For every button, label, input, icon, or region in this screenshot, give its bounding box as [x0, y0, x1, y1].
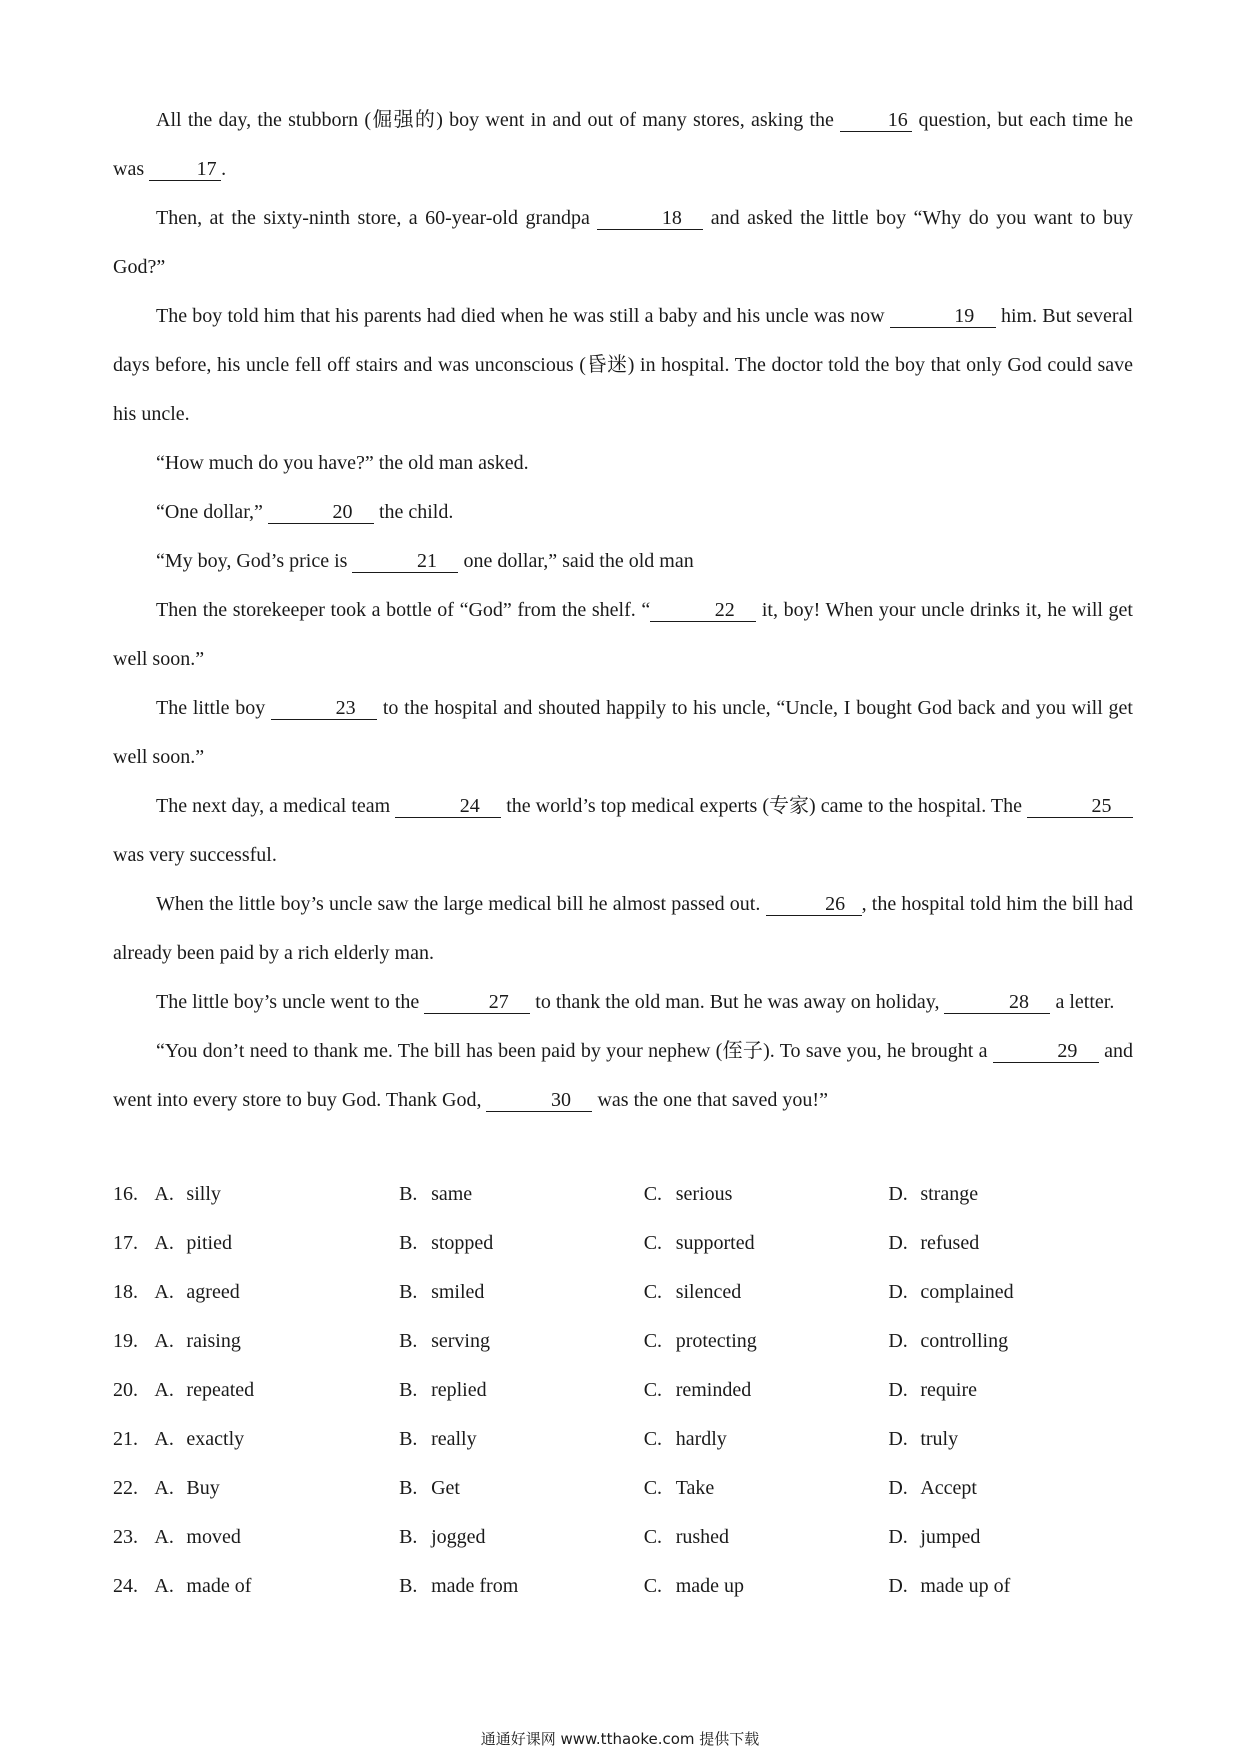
blank-23: 23	[271, 697, 377, 720]
option-row	[113, 1219, 1133, 1268]
blank-25: 25	[1027, 795, 1133, 818]
option-row	[113, 1415, 1133, 1464]
choice-a	[154, 1428, 399, 1451]
choice-a	[154, 1232, 399, 1255]
choice-b	[399, 1428, 644, 1451]
text: “You don’t need to thank me. The bill has been paid by your nephew (侄子). To save you, he brought a	[156, 1040, 993, 1062]
text: was very successful.	[113, 844, 277, 866]
choice-letter: A.	[154, 1281, 174, 1303]
text: and went into every store to buy God. Thank God,	[113, 1040, 1133, 1111]
choice-text: silenced	[675, 1281, 742, 1303]
blank-22: 22	[650, 599, 756, 622]
choice-d	[888, 1575, 1133, 1598]
choice-a	[154, 1330, 399, 1353]
choice-text: Accept	[920, 1477, 977, 1499]
choice-text: Get	[431, 1477, 460, 1499]
choice-c	[644, 1281, 889, 1304]
choice-d	[888, 1477, 1133, 1500]
option-row	[113, 1366, 1133, 1415]
text: Then, at the sixty-ninth store, a 60-year-old grandpa	[156, 207, 598, 229]
choice-d	[888, 1428, 1133, 1451]
choice-text: replied	[431, 1379, 487, 1401]
choice-text: pitied	[186, 1232, 232, 1254]
blank-17: 17	[149, 158, 221, 181]
blank-24: 24	[395, 795, 501, 818]
choice-letter: A.	[154, 1330, 174, 1352]
blank-19: 19	[890, 305, 996, 328]
choice-letter: B.	[399, 1183, 418, 1205]
choice-letter: D.	[888, 1330, 908, 1352]
text: a letter.	[1050, 991, 1115, 1013]
choice-b	[399, 1575, 644, 1598]
text: the world’s top medical experts (专家) came to the hospital. The	[501, 795, 1027, 817]
choice-text: rushed	[675, 1526, 730, 1548]
choice-letter: C.	[643, 1477, 663, 1499]
choice-text: made of	[186, 1575, 252, 1597]
choice-b	[399, 1232, 644, 1255]
choice-d	[888, 1330, 1133, 1353]
question-number: 18.	[113, 1281, 138, 1303]
question-number: 19.	[113, 1330, 138, 1352]
choice-letter: A.	[154, 1379, 174, 1401]
text: “My boy, God’s price is	[156, 550, 353, 572]
footer-watermark: 通通好课网 www.tthaoke.com 提供下载	[480, 1730, 760, 1748]
choice-text: supported	[675, 1232, 755, 1254]
choice-text: made from	[431, 1575, 519, 1597]
text: him. But several days before, his uncle fell off stairs and was unconscious (昏迷) in hospital. The doctor told the boy that only God could save his uncle.	[113, 305, 1134, 425]
text: it, boy! When your uncle drinks it, he will get well soon.”	[113, 599, 1133, 670]
choice-b	[399, 1281, 644, 1304]
choice-text: jogged	[431, 1526, 486, 1548]
choice-letter: D.	[888, 1575, 908, 1597]
choice-text: protecting	[675, 1330, 757, 1352]
choice-letter: A.	[154, 1232, 174, 1254]
choice-text: reminded	[675, 1379, 752, 1401]
choice-text: Take	[675, 1477, 715, 1499]
option-row	[113, 1562, 1133, 1611]
text: When the little boy’s uncle saw the large medical bill he almost passed out.	[156, 893, 766, 915]
choice-b	[399, 1379, 644, 1402]
text: “How much do you have?” the old man asked.	[156, 452, 529, 474]
choice-letter: D.	[888, 1183, 908, 1205]
choice-text: silly	[186, 1183, 221, 1205]
choice-d	[888, 1232, 1133, 1255]
choice-text: exactly	[186, 1428, 245, 1450]
choice-a	[154, 1526, 399, 1549]
choice-c	[644, 1379, 889, 1402]
paragraph-12	[113, 1027, 1133, 1125]
question-number: 21.	[113, 1428, 138, 1450]
choice-c	[644, 1428, 889, 1451]
choice-c	[644, 1183, 889, 1206]
text: one dollar,” said the old man	[458, 550, 694, 572]
choice-letter: D.	[888, 1281, 908, 1303]
blank-28: 28	[944, 991, 1050, 1014]
choice-b	[399, 1330, 644, 1353]
choice-text: Buy	[186, 1477, 220, 1499]
option-row	[113, 1513, 1133, 1562]
paragraph-5	[113, 488, 1133, 537]
choice-c	[644, 1575, 889, 1598]
choice-text: stopped	[431, 1232, 494, 1254]
choice-text: same	[431, 1183, 473, 1205]
choice-a	[154, 1477, 399, 1500]
paragraph-11	[113, 978, 1133, 1027]
paragraph-1	[113, 96, 1133, 194]
choice-c	[644, 1232, 889, 1255]
text: The next day, a medical team	[156, 795, 396, 817]
choice-d	[888, 1526, 1133, 1549]
paragraph-3	[113, 292, 1133, 439]
option-row	[113, 1464, 1133, 1513]
text: to the hospital and shouted happily to his uncle, “Uncle, I bought God back and you will get well soon.”	[113, 697, 1133, 768]
blank-30: 30	[486, 1089, 592, 1112]
text: question, but each time he was	[113, 109, 1134, 180]
choice-letter: A.	[154, 1183, 174, 1205]
option-row	[113, 1268, 1133, 1317]
paragraph-10	[113, 880, 1133, 978]
choice-text: moved	[186, 1526, 241, 1548]
choice-b	[399, 1526, 644, 1549]
choice-text: raising	[186, 1330, 241, 1352]
text: .	[221, 158, 227, 180]
choice-letter: A.	[154, 1477, 174, 1499]
blank-16: 16	[840, 109, 912, 132]
blank-21: 21	[352, 550, 458, 573]
text: The boy told him that his parents had died when he was still a baby and his uncle was now	[156, 305, 890, 327]
cloze-passage	[113, 96, 1133, 1125]
choice-text: truly	[920, 1428, 959, 1450]
choice-letter: D.	[888, 1379, 908, 1401]
choice-text: strange	[920, 1183, 979, 1205]
choice-letter: B.	[399, 1477, 418, 1499]
choice-letter: C.	[643, 1330, 663, 1352]
choice-text: made up of	[920, 1575, 1011, 1597]
blank-29: 29	[993, 1040, 1099, 1063]
paragraph-9	[113, 782, 1133, 880]
choice-c	[644, 1526, 889, 1549]
choice-b	[399, 1183, 644, 1206]
paragraph-2	[113, 194, 1133, 292]
choice-d	[888, 1183, 1133, 1206]
text: was the one that saved you!”	[592, 1089, 828, 1111]
choice-letter: B.	[399, 1281, 418, 1303]
text: All the day, the stubborn (倔强的) boy went in and out of many stores, asking the	[156, 109, 841, 131]
choice-text: refused	[920, 1232, 980, 1254]
choice-text: repeated	[186, 1379, 255, 1401]
choice-letter: C.	[643, 1281, 663, 1303]
choice-letter: A.	[154, 1575, 174, 1597]
paragraph-4	[113, 439, 1133, 488]
text: Then the storekeeper took a bottle of “God” from the shelf. “	[156, 599, 651, 621]
text: The little boy	[156, 697, 272, 719]
choice-letter: A.	[154, 1428, 174, 1450]
choice-letter: C.	[643, 1526, 663, 1548]
text: , the hospital told him the bill had already been paid by a rich elderly man.	[113, 893, 1133, 964]
choice-letter: C.	[643, 1575, 663, 1597]
choice-text: smiled	[431, 1281, 485, 1303]
choice-text: require	[920, 1379, 977, 1401]
text: and asked the little boy “Why do you want to buy God?”	[113, 207, 1133, 278]
choice-b	[399, 1477, 644, 1500]
choice-a	[154, 1379, 399, 1402]
choice-text: serving	[431, 1330, 490, 1352]
choice-letter: C.	[643, 1428, 663, 1450]
blank-20: 20	[268, 501, 374, 524]
question-number: 22.	[113, 1477, 138, 1499]
text: The little boy’s uncle went to the	[156, 991, 425, 1013]
text: “One dollar,”	[156, 501, 268, 523]
paragraph-7	[113, 586, 1133, 684]
choice-a	[154, 1183, 399, 1206]
question-number: 20.	[113, 1379, 138, 1401]
text: the child.	[373, 501, 454, 523]
choice-letter: D.	[888, 1477, 908, 1499]
blank-18: 18	[597, 207, 703, 230]
choice-text: agreed	[186, 1281, 240, 1303]
choice-letter: D.	[888, 1232, 908, 1254]
choice-text: made up	[675, 1575, 745, 1597]
choice-text: complained	[920, 1281, 1014, 1303]
answer-options	[113, 1170, 1133, 1611]
choice-text: jumped	[920, 1526, 981, 1548]
question-number: 16.	[113, 1183, 138, 1205]
choice-a	[154, 1281, 399, 1304]
choice-c	[644, 1477, 889, 1500]
choice-text: controlling	[920, 1330, 1009, 1352]
choice-letter: C.	[643, 1183, 663, 1205]
choice-letter: D.	[888, 1526, 908, 1548]
choice-letter: B.	[399, 1575, 418, 1597]
choice-letter: B.	[399, 1379, 418, 1401]
choice-letter: D.	[888, 1428, 908, 1450]
option-row	[113, 1170, 1133, 1219]
choice-d	[888, 1281, 1133, 1304]
option-row	[113, 1317, 1133, 1366]
choice-letter: B.	[399, 1330, 418, 1352]
paragraph-8	[113, 684, 1133, 782]
question-number: 17.	[113, 1232, 138, 1254]
choice-letter: C.	[643, 1379, 663, 1401]
paragraph-6	[113, 537, 1133, 586]
choice-a	[154, 1575, 399, 1598]
choice-letter: B.	[399, 1526, 418, 1548]
choice-letter: C.	[643, 1232, 663, 1254]
blank-26: 26	[766, 893, 862, 916]
choice-text: hardly	[675, 1428, 727, 1450]
choice-text: really	[431, 1428, 477, 1450]
choice-text: serious	[675, 1183, 733, 1205]
blank-27: 27	[424, 991, 530, 1014]
text: to thank the old man. But he was away on holiday,	[530, 991, 945, 1013]
choice-c	[644, 1330, 889, 1353]
question-number: 23.	[113, 1526, 138, 1548]
choice-letter: B.	[399, 1428, 418, 1450]
question-number: 24.	[113, 1575, 138, 1597]
choice-d	[888, 1379, 1133, 1402]
choice-letter: A.	[154, 1526, 174, 1548]
choice-letter: B.	[399, 1232, 418, 1254]
